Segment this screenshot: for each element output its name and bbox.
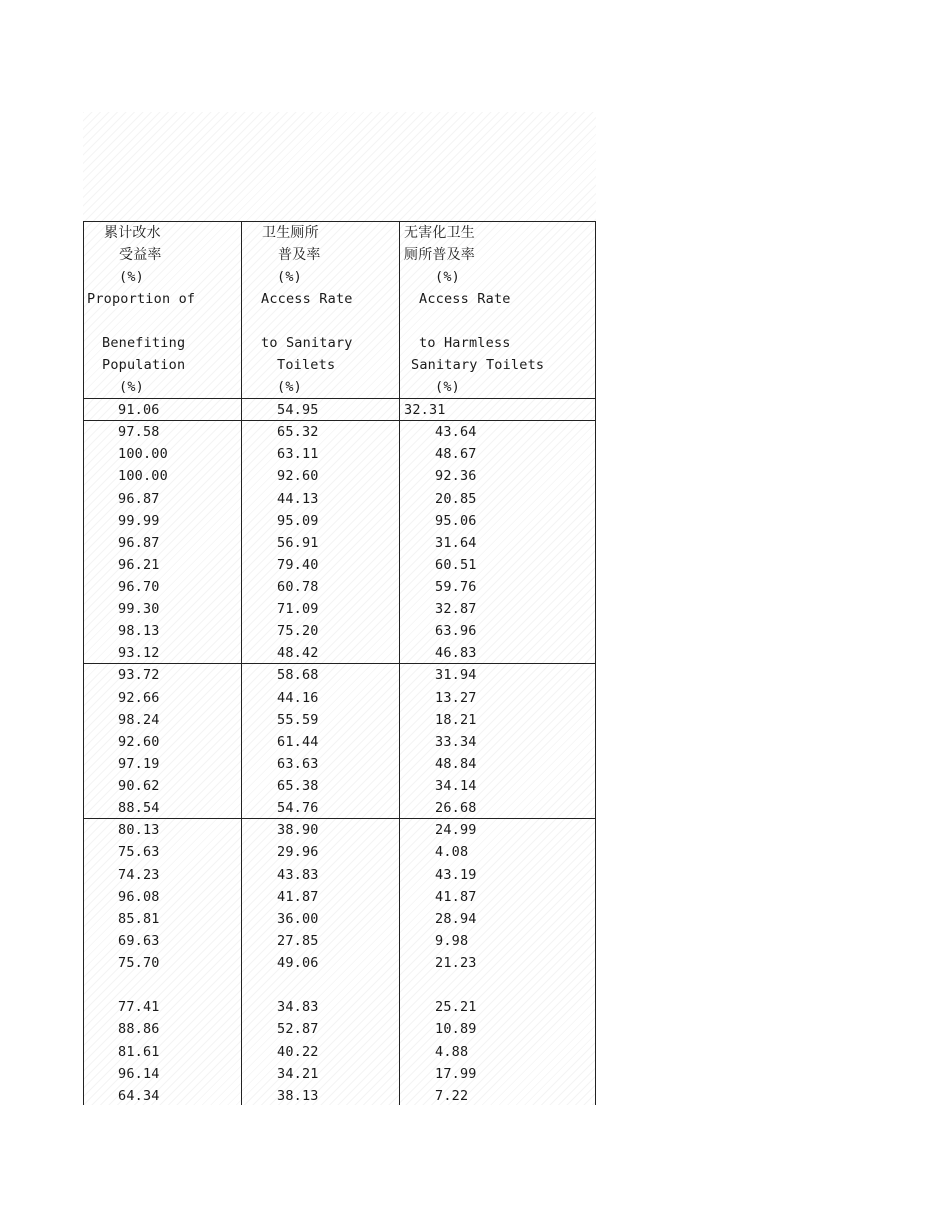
table-cell-r17-c1: 97.19: [118, 755, 160, 772]
table-cell-r19-c3: 26.68: [435, 800, 477, 817]
table-cell-r10-c1: 99.30: [118, 601, 160, 618]
col2-header-cn-1: 卫生厕所: [262, 225, 319, 241]
col1-header-cn-2: 受益率: [119, 247, 162, 263]
table-cell-r19-c2: 54.76: [277, 800, 319, 817]
table-cell-r30-c2: 40.22: [277, 1043, 319, 1060]
table-cell-r16-c3: 33.34: [435, 733, 477, 750]
col1-header-en-2: Benefiting: [102, 335, 186, 351]
table-cell-r16-c1: 92.60: [118, 733, 160, 750]
col2-header-en-1: Access Rate: [261, 291, 353, 307]
group-rule-2: [83, 818, 596, 819]
table-cell-r14-c1: 92.66: [118, 689, 160, 706]
table-cell-r20-c2: 38.90: [277, 822, 319, 839]
table-cell-r11-c2: 75.20: [277, 623, 319, 640]
table-cell-r2-c3: 43.64: [435, 424, 477, 441]
table-cell-r3-c1: 100.00: [118, 446, 168, 463]
col3-header-en-2: to Harmless: [419, 335, 511, 351]
table-cell-r4-c1: 100.00: [118, 468, 168, 485]
table-cell-r26-c3: 21.23: [435, 955, 477, 971]
col1-header-en-unit: (%): [119, 379, 144, 395]
table-cell-r15-c2: 55.59: [277, 711, 319, 728]
table-cell-r22-c3: 43.19: [435, 866, 477, 883]
table-cell-r21-c2: 29.96: [277, 844, 319, 861]
col1-header-cn-unit: (%): [119, 269, 144, 285]
table-cell-r6-c2: 95.09: [277, 512, 319, 529]
table-cell-r28-c3: 25.21: [435, 999, 477, 1016]
table-cell-r24-c2: 36.00: [277, 910, 319, 927]
col2-header-en-unit: (%): [277, 379, 302, 395]
table-cell-r23-c2: 41.87: [277, 888, 319, 905]
table-cell-r13-c2: 58.68: [277, 667, 319, 684]
table-cell-r1-c3: 32.31: [404, 402, 446, 418]
total-row-rule: [83, 420, 596, 421]
table-cell-r26-c2: 49.06: [277, 955, 319, 971]
col3-header-cn-1: 无害化卫生: [404, 225, 475, 241]
col2-header-en-3: Toilets: [277, 357, 336, 373]
col2-header-cn-unit: (%): [277, 269, 302, 285]
table-cell-r7-c2: 56.91: [277, 534, 319, 551]
group-rule-1: [83, 663, 596, 664]
table-cell-r8-c3: 60.51: [435, 556, 477, 573]
table-cell-r9-c3: 59.76: [435, 579, 477, 595]
table-cell-r21-c1: 75.63: [118, 844, 160, 861]
table-cell-r29-c2: 52.87: [277, 1021, 319, 1038]
table-cell-r26-c1: 75.70: [118, 955, 160, 971]
table-cell-r15-c1: 98.24: [118, 711, 160, 728]
col1-header-cn-1: 累计改水: [104, 225, 161, 241]
table-cell-r20-c3: 24.99: [435, 822, 477, 839]
table-cell-r18-c3: 34.14: [435, 778, 477, 794]
table-cell-r21-c3: 4.08: [435, 844, 469, 861]
col3-header-cn-unit: (%): [435, 269, 460, 285]
table-cell-r32-c2: 38.13: [277, 1087, 319, 1104]
table-cell-r12-c1: 93.12: [118, 645, 160, 662]
table-cell-r24-c1: 85.81: [118, 910, 160, 927]
table-cell-r31-c3: 17.99: [435, 1065, 477, 1082]
table-cell-r7-c3: 31.64: [435, 534, 477, 551]
table-cell-r18-c1: 90.62: [118, 778, 160, 794]
table-cell-r5-c1: 96.87: [118, 490, 160, 507]
col1-header-en-1: Proportion of: [87, 291, 196, 307]
table-cell-r29-c3: 10.89: [435, 1021, 477, 1038]
table-cell-r28-c2: 34.83: [277, 999, 319, 1016]
table-cell-r6-c3: 95.06: [435, 512, 477, 529]
table-cell-r13-c1: 93.72: [118, 667, 160, 684]
table-cell-r25-c1: 69.63: [118, 932, 160, 949]
col2-header-en-2: to Sanitary: [261, 335, 353, 351]
table-cell-r28-c1: 77.41: [118, 999, 160, 1016]
col3-header-en-3: Sanitary Toilets: [411, 357, 545, 373]
table-cell-r12-c3: 46.83: [435, 645, 477, 662]
table-cell-r23-c3: 41.87: [435, 888, 477, 905]
table-cell-r23-c1: 96.08: [118, 888, 160, 905]
table-cell-r5-c2: 44.13: [277, 490, 319, 507]
table-cell-r24-c3: 28.94: [435, 910, 477, 927]
table-cell-r32-c1: 64.34: [118, 1087, 160, 1104]
table-cell-r14-c3: 13.27: [435, 689, 477, 706]
table-cell-r14-c2: 44.16: [277, 689, 319, 706]
table-cell-r10-c2: 71.09: [277, 601, 319, 618]
table-cell-r3-c3: 48.67: [435, 446, 477, 463]
table-cell-r31-c2: 34.21: [277, 1065, 319, 1082]
table-cell-r2-c2: 65.32: [277, 424, 319, 441]
col3-header-en-1: Access Rate: [419, 291, 511, 307]
table-cell-r32-c3: 7.22: [435, 1087, 469, 1104]
table-cell-r13-c3: 31.94: [435, 667, 477, 684]
table-cell-r25-c2: 27.85: [277, 932, 319, 949]
table-cell-r30-c1: 81.61: [118, 1043, 160, 1060]
col1-header-en-3: Population: [102, 357, 186, 373]
table-cell-r11-c3: 63.96: [435, 623, 477, 640]
table-cell-r20-c1: 80.13: [118, 822, 160, 839]
table-cell-r3-c2: 63.11: [277, 446, 319, 463]
table-cell-r31-c1: 96.14: [118, 1065, 160, 1082]
table-cell-r1-c1: 91.06: [118, 402, 160, 418]
table-cell-r17-c3: 48.84: [435, 755, 477, 772]
table-cell-r8-c1: 96.21: [118, 556, 160, 573]
col3-header-en-unit: (%): [435, 379, 460, 395]
table-cell-r10-c3: 32.87: [435, 601, 477, 618]
table-cell-r25-c3: 9.98: [435, 932, 469, 949]
table-cell-r17-c2: 63.63: [277, 755, 319, 772]
table-cell-r16-c2: 61.44: [277, 733, 319, 750]
table-cell-r15-c3: 18.21: [435, 711, 477, 728]
header-bottom-rule: [83, 398, 596, 399]
table-cell-r4-c2: 92.60: [277, 468, 319, 485]
table-cell-r19-c1: 88.54: [118, 800, 160, 817]
table-cell-r1-c2: 54.95: [277, 402, 319, 418]
table-cell-r7-c1: 96.87: [118, 534, 160, 551]
table-cell-r4-c3: 92.36: [435, 468, 477, 485]
table-cell-r11-c1: 98.13: [118, 623, 160, 640]
table-cell-r9-c2: 60.78: [277, 579, 319, 595]
table-cell-r18-c2: 65.38: [277, 778, 319, 794]
table-cell-r22-c2: 43.83: [277, 866, 319, 883]
table-cell-r22-c1: 74.23: [118, 866, 160, 883]
col2-header-cn-2: 普及率: [278, 247, 321, 263]
table-cell-r6-c1: 99.99: [118, 512, 160, 529]
table-cell-r2-c1: 97.58: [118, 424, 160, 441]
table-cell-r8-c2: 79.40: [277, 556, 319, 573]
table-cell-r30-c3: 4.88: [435, 1043, 469, 1060]
table-cell-r5-c3: 20.85: [435, 490, 477, 507]
table-cell-r12-c2: 48.42: [277, 645, 319, 662]
table-cell-r29-c1: 88.86: [118, 1021, 160, 1038]
col3-header-cn-2: 厕所普及率: [404, 247, 475, 263]
table-cell-r9-c1: 96.70: [118, 579, 160, 595]
